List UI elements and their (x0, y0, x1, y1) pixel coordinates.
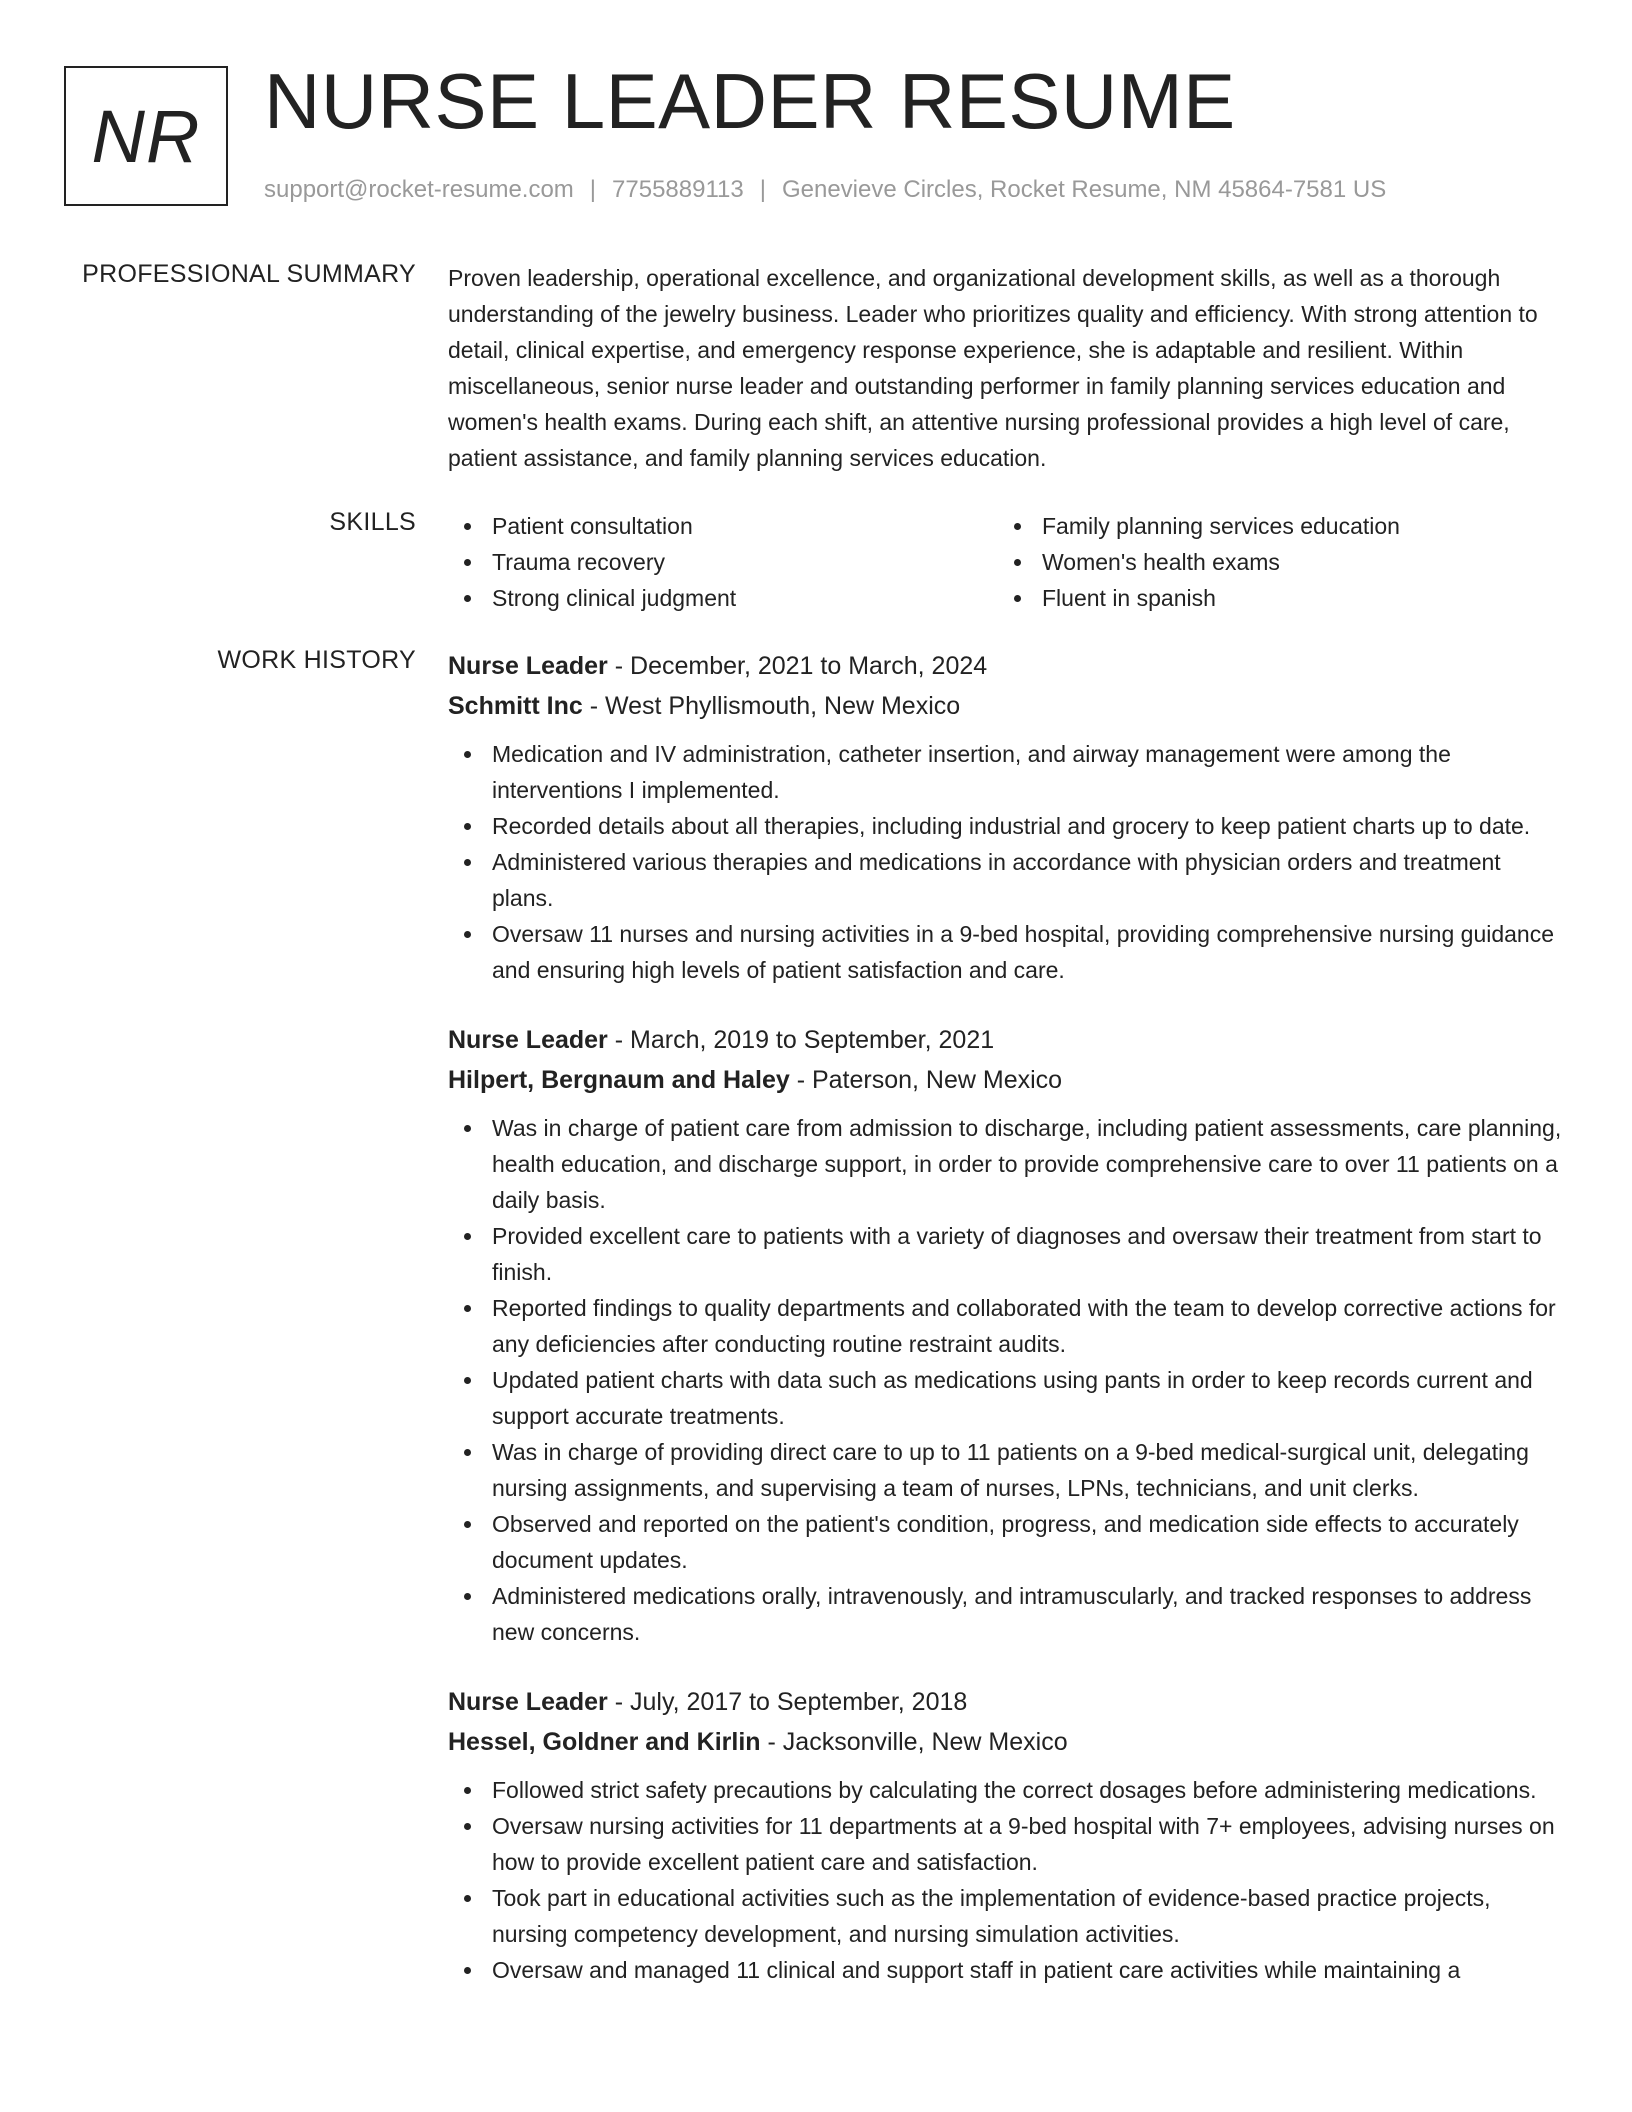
job-entry (448, 1020, 1568, 1650)
contact-line (264, 176, 1386, 204)
job-entry (448, 646, 1568, 988)
job-location: - Paterson, New Mexico (789, 1066, 1063, 1094)
job-bullet-list (448, 1772, 1568, 1988)
job-company-line (448, 686, 1568, 726)
summary-body (448, 260, 1568, 476)
resume-title: NURSE LEADER RESUME (264, 57, 1236, 145)
job-bullet-list (448, 1110, 1568, 1650)
summary-heading: PROFESSIONAL SUMMARY (82, 260, 416, 288)
job-bullet: Followed strict safety precautions by calculating the correct dosages before administering medications. (448, 1772, 1568, 1808)
job-dates: - July, 2017 to September, 2018 (607, 1688, 968, 1716)
contact-email[interactable]: support@rocket-resume.com (264, 176, 574, 203)
work-history-body (448, 646, 1568, 1988)
contact-phone[interactable]: 7755889113 (612, 176, 744, 203)
job-title-line (448, 646, 1568, 686)
skills-column-left (448, 508, 998, 616)
skills-heading: SKILLS (329, 508, 416, 536)
job-bullet: Reported findings to quality departments and collaborated with the team to develop corrective actions for any deficiencies after conducting routine restraint audits. (448, 1290, 1568, 1362)
skill-item: Strong clinical judgment (448, 580, 998, 616)
job-bullet: Was in charge of patient care from admission to discharge, including patient assessments, care planning, health education, and discharge support, in order to provide comprehensive care to over 11 patients on a daily basis. (448, 1110, 1568, 1218)
job-bullet: Recorded details about all therapies, including industrial and grocery to keep patient charts up to date. (448, 808, 1568, 844)
job-bullet: Oversaw and managed 11 clinical and support staff in patient care activities while maintaining a (448, 1952, 1568, 1988)
job-bullet: Updated patient charts with data such as medications using pants in order to keep records current and support accurate treatments. (448, 1362, 1568, 1434)
skill-item: Fluent in spanish (998, 580, 1548, 616)
skill-item: Family planning services education (998, 508, 1548, 544)
job-company-line (448, 1722, 1568, 1762)
job-bullet: Took part in educational activities such as the implementation of evidence-based practice projects, nursing competency development, and nursing simulation activities. (448, 1880, 1568, 1952)
skill-item: Women's health exams (998, 544, 1548, 580)
job-location: - West Phyllismouth, New Mexico (582, 692, 961, 720)
job-bullet: Administered medications orally, intravenously, and intramuscularly, and tracked responses to address new concerns. (448, 1578, 1568, 1650)
job-company-line (448, 1060, 1568, 1100)
job-bullet: Observed and reported on the patient's condition, progress, and medication side effects to accurately document updates. (448, 1506, 1568, 1578)
skills-body (448, 508, 1568, 616)
job-title-line (448, 1020, 1568, 1060)
job-title: Nurse Leader (448, 1688, 608, 1716)
skill-item: Patient consultation (448, 508, 998, 544)
job-bullet: Provided excellent care to patients with a variety of diagnoses and oversaw their treatment from start to finish. (448, 1218, 1568, 1290)
monogram-text: NR (91, 94, 201, 178)
job-location: - Jacksonville, New Mexico (760, 1728, 1068, 1756)
contact-address: Genevieve Circles, Rocket Resume, NM 45864-7581 US (781, 176, 1387, 203)
skill-item: Trauma recovery (448, 544, 998, 580)
job-bullet: Administered various therapies and medications in accordance with physician orders and treatment plans. (448, 844, 1568, 916)
summary-text: Proven leadership, operational excellence, and organizational development skills, as well as a thorough understanding of the jewelry business. Leader who prioritizes quality and efficiency. With strong attention to detail, clinical expertise, and emergency response experience, she is adaptable and resilient. Within miscellaneous, senior nurse leader and outstanding performer in family planning services education and women's health exams. During each shift, an attentive nursing professional provides a high level of care, patient assistance, and family planning services education. (448, 265, 1538, 471)
work-history-heading: WORK HISTORY (217, 646, 416, 674)
job-entry (448, 1682, 1568, 1988)
job-title: Nurse Leader (448, 652, 608, 680)
contact-separator: | (759, 176, 766, 203)
job-bullet: Oversaw 11 nurses and nursing activities in a 9-bed hospital, providing comprehensive nursing guidance and ensuring high levels of patient satisfaction and care. (448, 916, 1568, 988)
job-bullet: Was in charge of providing direct care to up to 11 patients on a 9-bed medical-surgical unit, delegating nursing assignments, and supervising a team of nurses, LPNs, technicians, and unit clerks. (448, 1434, 1568, 1506)
job-title-line (448, 1682, 1568, 1722)
job-company: Schmitt Inc (448, 692, 583, 720)
job-company: Hessel, Goldner and Kirlin (448, 1728, 761, 1756)
job-bullet: Medication and IV administration, catheter insertion, and airway management were among the interventions I implemented. (448, 736, 1568, 808)
monogram-badge (64, 66, 228, 206)
job-bullet-list (448, 736, 1568, 988)
job-dates: - December, 2021 to March, 2024 (607, 652, 988, 680)
skills-column-right (998, 508, 1548, 616)
contact-separator: | (589, 176, 597, 203)
job-bullet: Oversaw nursing activities for 11 departments at a 9-bed hospital with 7+ employees, advising nurses on how to provide excellent patient care and satisfaction. (448, 1808, 1568, 1880)
job-company: Hilpert, Bergnaum and Haley (448, 1066, 790, 1094)
job-title: Nurse Leader (448, 1026, 608, 1054)
job-dates: - March, 2019 to September, 2021 (607, 1026, 995, 1054)
